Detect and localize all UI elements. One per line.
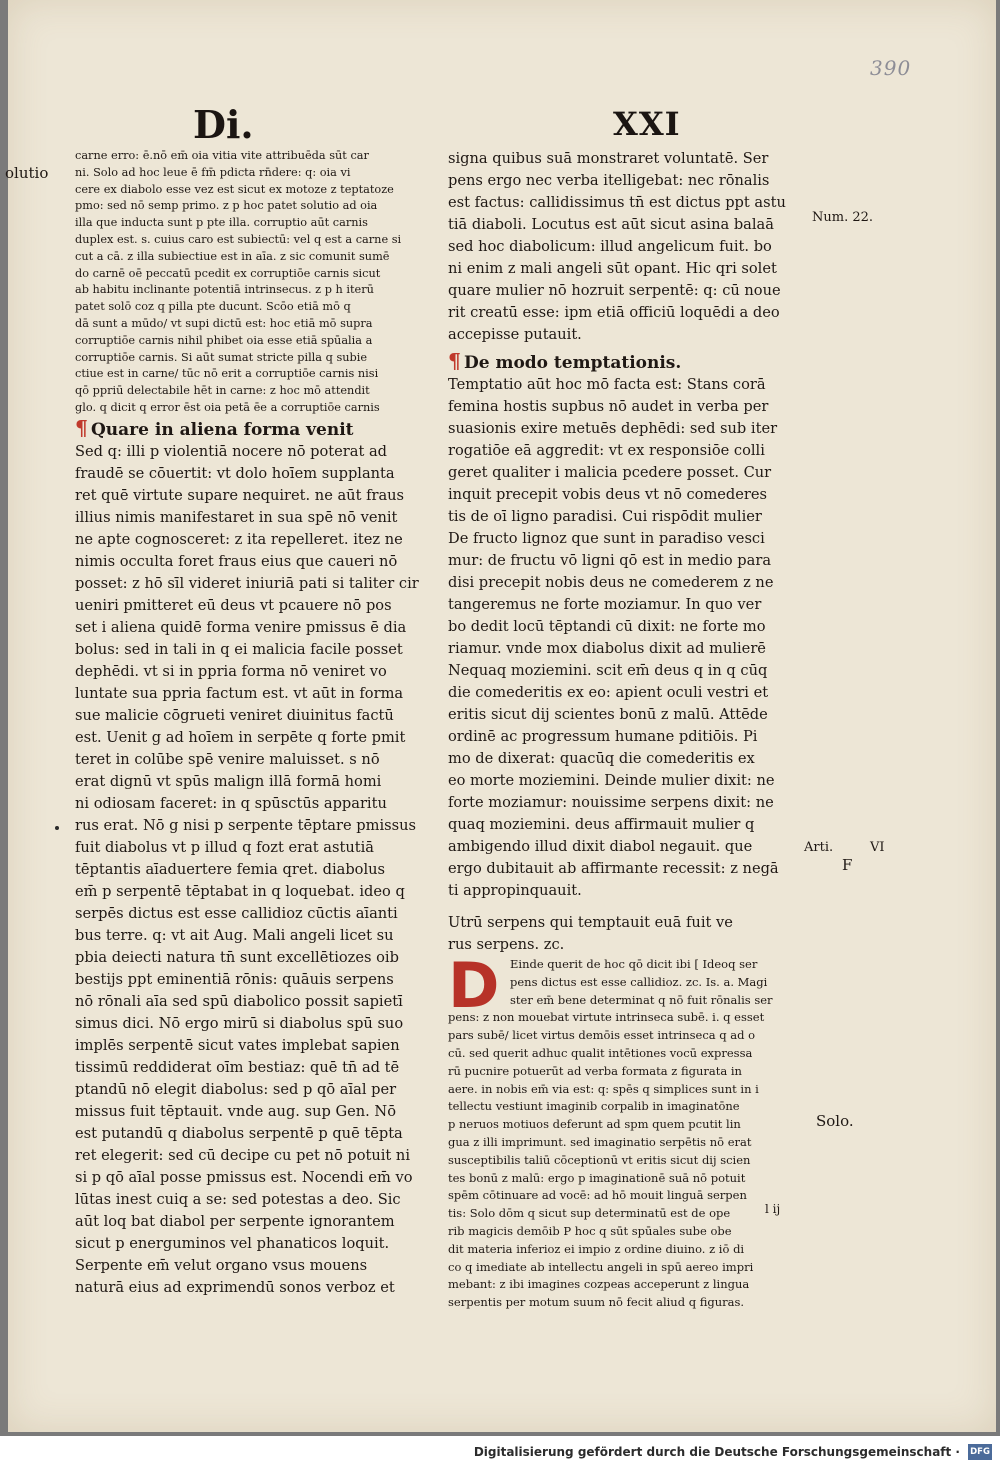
text-line: sed hoc diabolicum: illud angelicum fuit. bo	[448, 238, 772, 255]
text-line: ctiue est in carne/ tūc nō erit a corruptiōe carnis nisi	[75, 367, 379, 381]
text-line: duplex est. s. cuius caro est subiectū: vel q est a carne si	[75, 232, 402, 246]
text-line: inquit precepit vobis deus vt nō comederes	[448, 486, 768, 503]
text-line: teret in colūbe spē venire maluisset. s nō	[75, 750, 380, 768]
text-line: simus dici. Nō ergo mirū si diabolus spū suo	[75, 1014, 404, 1032]
paragraph-mark-icon: ¶	[75, 415, 88, 440]
text-line: est putandū q diabolus serpentē p quē tēpta	[75, 1124, 403, 1142]
text-line: luntate sua ppria factum est. vt aūt in forma	[75, 684, 404, 702]
right-column-temptation-text	[448, 374, 803, 902]
text-line: tis: Solo dōm q sicut sup determinatū est de ope	[448, 1206, 731, 1221]
text-line: fraudē se cōuertit: vt dolo hoīem supplanta	[75, 464, 395, 482]
folio-number: 390	[870, 56, 912, 80]
section-heading-temptationis	[448, 350, 803, 374]
text-line: gua z illi imprimunt. sed imaginatio serpētis nō erat	[448, 1134, 752, 1149]
text-line: dit materia inferioz ei impio z ordine diuino. z iō di	[448, 1241, 745, 1256]
text-line: quaq moziemini. deus affirmauit mulier q	[448, 816, 755, 833]
text-line: carne erro: ē.nō em̄ oia vitia vite attribuēda sūt car	[75, 149, 369, 162]
text-line: rū pucnire potuerūt ad verba formata z figurata in	[448, 1063, 742, 1078]
left-column-commentary	[75, 148, 430, 417]
text-line: aere. in nobis em̄ via est: q: spēs q simplices sunt in i	[448, 1081, 759, 1096]
text-line: Nequaq moziemini. scit em̄ deus q in q cūq	[448, 662, 768, 679]
text-line: ster em̄ bene determinat q nō fuit rōnalis ser	[510, 992, 773, 1007]
text-line: missus fuit tēptauit. vnde aug. sup Gen. Nō	[75, 1102, 396, 1120]
margin-note-arti-number: VI	[870, 840, 885, 855]
text-line: posset: z hō sīl videret iniuriā pati si taliter cir	[75, 574, 419, 592]
text-line: mo de dixerat: quacūq die comederitis ex	[448, 750, 755, 767]
text-line: implēs serpentē sicut vates implebat sapien	[75, 1036, 400, 1054]
text-line: si p qō aīal posse pmissus est. Nocendi em̄ vo	[75, 1168, 413, 1186]
text-line: tēptantis aīaduertere femia qret. diabolus	[75, 860, 386, 878]
text-line: Einde querit de hoc qō dicit ibi [ Ideoq ser	[510, 957, 758, 971]
section-heading-aliena-forma	[75, 417, 430, 441]
text-line: cut a cā. z illa subiectiue est in aīa. z sic comunit sumē	[75, 249, 390, 263]
text-line: forte moziamur: nouissime serpens dixit: ne	[448, 794, 774, 811]
text-line: sicut p energuminos vel phanaticos loquit.	[75, 1234, 390, 1252]
right-column-main-text	[448, 148, 803, 346]
footer-bar	[0, 1436, 1000, 1469]
text-line: tissimū reddiderat oīm bestiaz: quē tn̄ ad tē	[75, 1058, 400, 1076]
text-line: ergo dubitauit ab affirmante recessit: z negā	[448, 860, 779, 877]
text-line: bus terre. q: vt ait Aug. Mali angeli licet su	[75, 926, 394, 944]
text-line: signa quibus suā monstraret voluntatē. Ser	[448, 150, 769, 167]
text-line: rus erat. Nō g nisi p serpente tēptare pmissus	[75, 816, 416, 834]
commentary-block	[448, 949, 803, 1312]
text-line: mur: de fructu vō ligni qō est in medio para	[448, 552, 772, 569]
text-line: rit creatū esse: ipm etiā officiū loquēdi a deo	[448, 304, 780, 321]
text-line: ret quē virtute supare nequiret. ne aūt fraus	[75, 486, 405, 504]
text-line: rus serpens. zc.	[448, 936, 565, 953]
text-line: est. Uenit g ad hoīem in serpēte q forte pmit	[75, 728, 406, 746]
text-line: Serpente em̄ velut organo vsus mouens	[75, 1256, 368, 1274]
text-line: ti appropinquauit.	[448, 882, 582, 899]
text-line: quare mulier nō hozruit serpentē: q: cū noue	[448, 282, 781, 299]
text-line: tes bonū z malū: ergo p imaginationē suā nō potuit	[448, 1170, 746, 1185]
text-line: serpēs dictus est esse callidioz cūctis aīanti	[75, 904, 398, 922]
text-line: ptandū nō elegit diabolus: sed p qō aīal per	[75, 1080, 397, 1098]
running-heading-left: Di.	[193, 102, 254, 147]
section-heading-text: De modo temptationis.	[463, 353, 682, 373]
text-line: patet solō coz q pilla pte ducunt. Scōo etiā mō q	[75, 300, 351, 314]
text-line: cū. sed querit adhuc qualit intētiones vocū expressa	[448, 1045, 753, 1060]
red-initial-letter: D	[448, 949, 500, 1022]
text-line: do carnē oē peccatū pcedit ex corruptiōe carnis sicut	[75, 266, 381, 280]
text-line: De fructo lignoz que sunt in paradiso vesci	[448, 530, 765, 547]
margin-dot	[55, 826, 59, 830]
text-line: illius nimis manifestaret in sua spē nō venit	[75, 508, 398, 526]
text-line: riamur. vnde mox diabolus dixit ad mulierē	[448, 640, 766, 657]
text-line: suasionis exire metuēs dephēdi: sed sub iter	[448, 420, 778, 437]
text-line: fuit diabolus vt p illud q fozt erat astutiā	[75, 838, 374, 856]
text-line: femina hostis supbus nō audet in verba per	[448, 398, 769, 415]
text-line: lūtas inest cuiq a se: sed potestas a deo. Sic	[75, 1190, 401, 1208]
text-line: naturā eius ad exprimendū sonos verboz et	[75, 1278, 395, 1296]
text-line: spēm cōtinuare ad vocē: ad hō mouit linguā serpen	[448, 1188, 747, 1203]
text-line: corruptiōe carnis nihil phibet oia esse etiā spūalia a	[75, 333, 373, 347]
dfg-logo-icon: DFG	[968, 1444, 992, 1460]
text-line: set i aliena quidē forma venire pmissus ē dia	[75, 618, 407, 636]
text-line: bestijs ppt eminentiā rōnis: quāuis serpens	[75, 970, 394, 988]
text-line: serpentis per motum suum nō fecit aliud q figuras.	[448, 1295, 745, 1310]
text-line: eritis sicut dij scientes bonū z malū. Attēde	[448, 706, 768, 723]
text-line: qō ppriū delectabile hēt in carne: z hoc mō attendit	[75, 384, 370, 398]
text-line: pbia deiecti natura tn̄ sunt excellētiozes oib	[75, 948, 399, 966]
text-line: rib magicis demōib P hoc q sūt spūales sube obe	[448, 1223, 732, 1238]
text-line: ret elegerit: sed cū decipe cu pet nō potuit ni	[75, 1146, 411, 1164]
left-column-main-text	[75, 441, 430, 1299]
text-line: est factus: callidissimus tn̄ est dictus ppt astu	[448, 194, 786, 211]
text-line: pars subē/ licet virtus demōis esset intrinseca q ad o	[448, 1028, 756, 1043]
text-line: tis de oī ligno paradisi. Cui rispōdit mulier	[448, 508, 762, 525]
funding-notice: Digitalisierung gefördert durch die Deutsche Forschungsgemeinschaft ·	[473, 1445, 960, 1459]
text-line: co q imediate ab intellectu angeli in spū aereo impri	[448, 1259, 754, 1274]
text-line: erat dignū vt spūs malign illā formā homi	[75, 772, 382, 790]
text-line: dā sunt a mūdo/ vt supi dictū est: hoc etiā mō supra	[75, 316, 373, 330]
text-line: die comederitis ex eo: apient oculi vestri et	[448, 684, 769, 701]
text-line: ni enim z mali angeli sūt opant. Hic qri solet	[448, 260, 777, 277]
text-line: dephēdi. vt si in ppria forma nō veniret vo	[75, 662, 387, 680]
section-heading-text: Quare in aliena forma venit	[90, 419, 354, 440]
paragraph-mark-icon: ¶	[448, 349, 461, 373]
text-line: mebant: z ibi imagines cozpeas acceperunt z lingua	[448, 1277, 750, 1292]
question-heading	[448, 912, 803, 956]
text-line: Utrū serpens qui temptauit euā fuit ve	[448, 914, 733, 931]
book-page	[5, 0, 996, 1432]
margin-note-solo: Solo.	[816, 1112, 854, 1130]
text-line: pmo: sed nō semp primo. z p hoc patet solutio ad oia	[75, 199, 378, 213]
text-line: bolus: sed in tali in q ei malicia facile posset	[75, 640, 403, 658]
text-line: Temptatio aūt hoc mō facta est: Stans corā	[448, 376, 766, 393]
text-line: sue malicie cōgrueti veniret diuinitus factū	[75, 706, 394, 724]
text-line: eo morte moziemini. Deinde mulier dixit: ne	[448, 772, 775, 789]
text-line: illa que inducta sunt p pte illa. corruptio aūt carnis	[75, 216, 368, 230]
text-line: ne apte cognosceret: z ita repelleret. itez ne	[75, 530, 403, 548]
text-line: pens ergo nec verba itelligebat: nec rōnalis	[448, 172, 770, 189]
text-line: em̄ p serpentē tēptabat in q loquebat. ideo q	[75, 882, 405, 900]
right-column	[448, 148, 803, 1312]
signature-mark: l ij	[765, 1202, 781, 1216]
text-line: susceptibilis taliū cōceptionū vt eritis sicut dij scien	[448, 1152, 751, 1167]
text-line: ni odiosam faceret: in q spūsctūs apparitu	[75, 794, 387, 812]
margin-note-arti-letter: F	[842, 856, 853, 874]
text-line: ab habitu inclinante potentiā intrinsecus. z p h iterū	[75, 283, 374, 297]
text-line: ni. Solo ad hoc leue ē fm̄ pdicta rn̄dere: q: oia vi	[75, 165, 351, 179]
text-line: geret qualiter i malicia pcedere posset. Cur	[448, 464, 772, 481]
text-line: nimis occulta foret fraus eius que caueri nō	[75, 552, 398, 570]
margin-note-arti: Arti.	[804, 840, 834, 855]
text-line: pens: z non mouebat virtute intrinseca subē. i. q esset	[448, 1010, 765, 1025]
margin-note-num: Num. 22.	[812, 210, 874, 225]
text-line: pens dictus est esse callidioz. zc. Is. a. Magi	[510, 974, 768, 989]
text-line: tellectu vestiunt imaginib corpalib in imaginatōne	[448, 1099, 740, 1114]
text-line: tiā diaboli. Locutus est aūt sicut asina balaā	[448, 216, 774, 233]
text-line: corruptiōe carnis. Si aūt sumat stricte pilla q subie	[75, 350, 368, 364]
margin-note-solutio: olutio	[5, 164, 49, 182]
text-line: ueniri pmitteret eū deus vt pcauere nō pos	[75, 596, 392, 614]
text-line: ambigendo illud dixit diabol negauit. que	[448, 838, 753, 855]
text-line: Sed q: illi p violentiā nocere nō poterat ad	[75, 442, 387, 460]
text-line: disi precepit nobis deus ne comederem z ne	[448, 574, 774, 591]
text-line: bo dedit locū tēptandi cū dixit: ne forte mo	[448, 618, 766, 635]
text-line: aūt loq bat diabol per serpente ignorantem	[75, 1212, 395, 1230]
text-line: glo. q dicit q error ēst oia petā ēe a corruptiōe carnis	[75, 400, 380, 414]
text-line: tangeremus ne forte moziamur. In quo ver	[448, 596, 762, 613]
left-column	[75, 148, 430, 1299]
running-heading-right: XXI	[613, 105, 681, 143]
text-line: rogatiōe eā aggredit: vt ex responsiōe colli	[448, 442, 765, 459]
text-line: ordinē ac progressum humane pditiōis. Pi	[448, 728, 758, 745]
text-line: accepisse putauit.	[448, 326, 582, 343]
text-line: nō rōnali aīa sed spū diabolico possit sapietī	[75, 992, 403, 1010]
text-line: p neruos motiuos deferunt ad spm quem pcutit lin	[448, 1117, 741, 1132]
text-line: cere ex diabolo esse vez est sicut ex motoze z teptatoze	[75, 182, 394, 196]
